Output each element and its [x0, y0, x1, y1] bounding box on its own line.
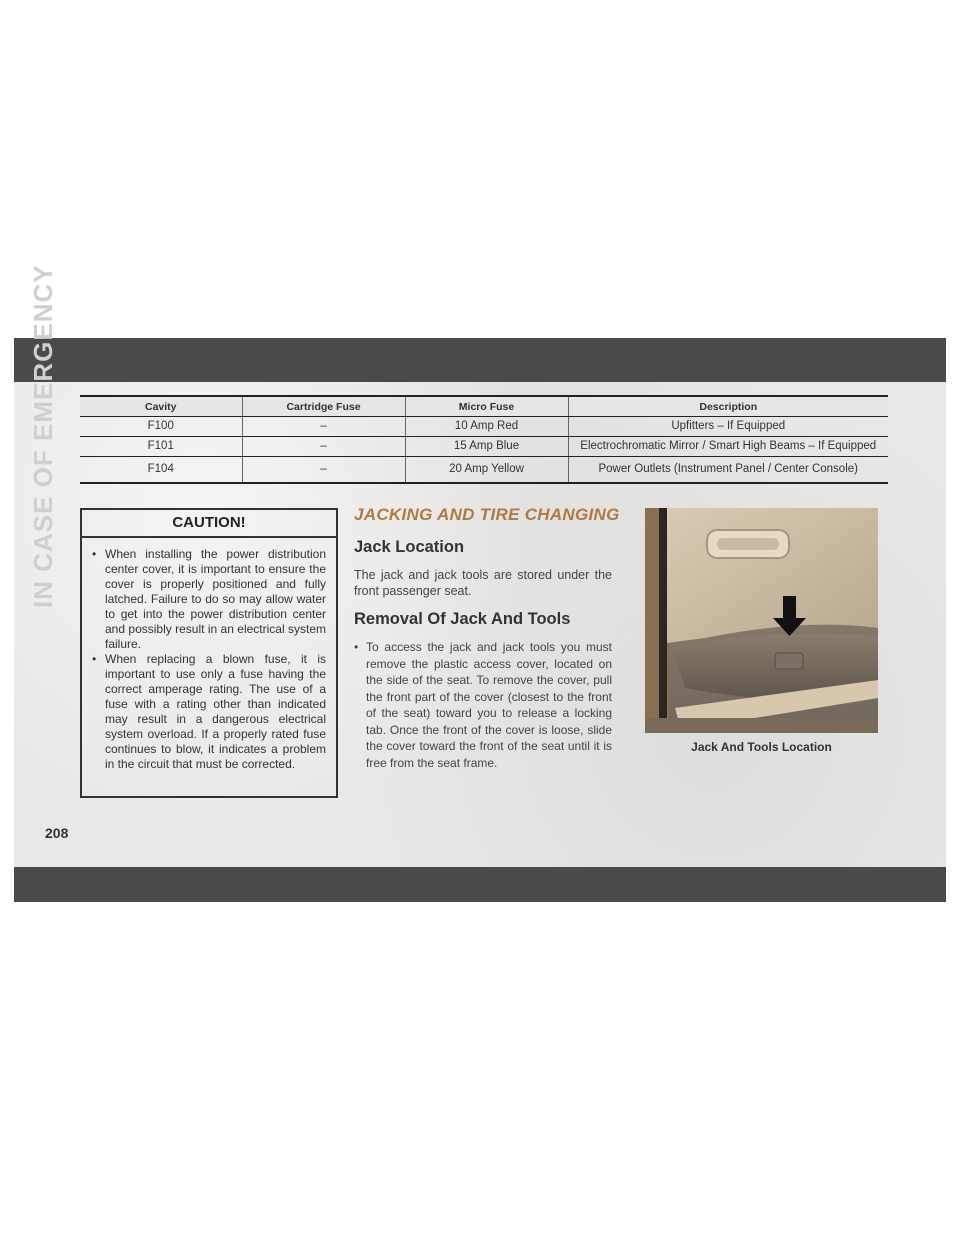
- column-header: Description: [568, 396, 888, 417]
- table-cell: F104: [80, 457, 242, 484]
- caution-item: • When replacing a blown fuse, it is important to use only a fuse having the correct amperage rating. The use of a fuse with a rating other than indicated may result in a dangerous electrical system overload. If a properly rated fuse continues to blow, it indicates a problem in the circuit that must be corrected.: [92, 652, 326, 772]
- table-cell: F101: [80, 437, 242, 457]
- table-row: [80, 417, 888, 437]
- table-cell: –: [242, 457, 405, 484]
- section-side-label: [22, 264, 62, 608]
- table-cell: Electrochromatic Mirror / Smart High Beams – If Equipped: [568, 437, 888, 457]
- column-header: Micro Fuse: [405, 396, 568, 417]
- table-cell: –: [242, 417, 405, 437]
- column-header: Cartridge Fuse: [242, 396, 405, 417]
- caution-box: [80, 508, 338, 798]
- footer-bar: [14, 867, 946, 902]
- table-cell: 20 Amp Yellow: [405, 457, 568, 484]
- table-cell: –: [242, 437, 405, 457]
- table-cell: F100: [80, 417, 242, 437]
- caution-title: CAUTION!: [82, 510, 336, 538]
- removal-bullet-text: • To access the jack and jack tools you must remove the plastic access cover, located on the side of the seat. To remove the cover, pull the front part of the cover (closest to the front of the seat) toward you to release a locking tab. Once the front of the cover is loose, slide the cover toward the front of the seat until it is free from the seat frame.: [354, 639, 612, 771]
- fuse-table-header-row: [80, 396, 888, 417]
- column-header: Cavity: [80, 396, 242, 417]
- caution-list: [82, 547, 336, 772]
- page-number: 208: [45, 825, 69, 841]
- table-row: [80, 457, 888, 484]
- table-cell: Power Outlets (Instrument Panel / Center Console): [568, 457, 888, 484]
- jack-location-heading: Jack Location: [354, 538, 465, 556]
- jack-location-photo: [645, 508, 878, 733]
- removal-heading: Removal Of Jack And Tools: [354, 610, 571, 628]
- caution-item: • When installing the power distribution center cover, it is important to ensure the cover is properly positioned and fully latched. Failure to do so may allow water to get into the power distribution center and possibly result in an electrical system failure.: [92, 547, 326, 652]
- table-cell: 15 Amp Blue: [405, 437, 568, 457]
- fuse-table: [80, 395, 888, 484]
- section-title: JACKING AND TIRE CHANGING: [354, 505, 620, 524]
- side-label-text: IN CASE OF EMERGENCY: [28, 264, 58, 608]
- table-cell: 10 Amp Red: [405, 417, 568, 437]
- removal-bullet: [354, 639, 612, 771]
- table-cell: Upfitters – If Equipped: [568, 417, 888, 437]
- photo-illustration: [645, 508, 878, 733]
- figure-caption: Jack And Tools Location: [691, 740, 832, 754]
- header-bar: [14, 338, 946, 382]
- table-row: [80, 437, 888, 457]
- jack-location-text: The jack and jack tools are stored under the front passenger seat.: [354, 568, 612, 598]
